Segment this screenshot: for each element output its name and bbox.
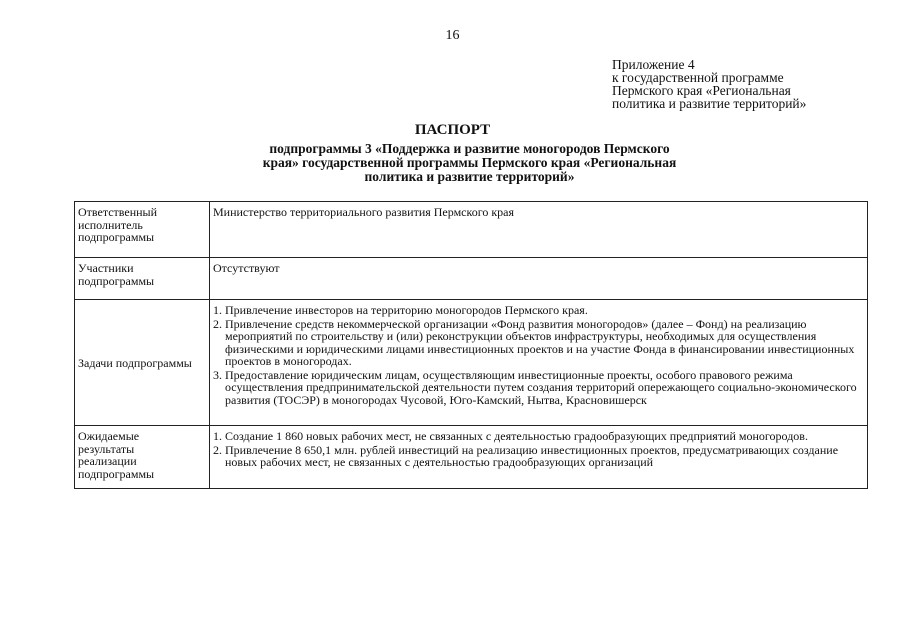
- table-row-tasks: [75, 300, 868, 426]
- subtitle-line: подпрограммы 3 «Поддержка и развитие моногородов Пермского: [269, 141, 670, 156]
- table-row-expected-results: [75, 426, 868, 489]
- label-cell: [75, 300, 210, 426]
- label-cell: [75, 202, 210, 258]
- value-cell: [210, 426, 868, 489]
- item-text: Создание 1 860 новых рабочих мест, не связанных с деятельностью градообразующих предприятий моногородов.: [225, 429, 808, 443]
- responsible-executor: Министерство территориального развития Пермского края: [213, 205, 515, 219]
- document-title: ПАСПОРТ: [414, 122, 491, 138]
- item-number: 2.: [213, 316, 222, 331]
- list-item: [213, 304, 864, 317]
- label-line: реализации: [78, 454, 137, 468]
- value-cell: [210, 300, 868, 426]
- page-number: 16: [445, 28, 460, 43]
- subtitle-line: края» государственной программы Пермского края «Региональная: [262, 155, 677, 170]
- passport-table: [74, 201, 868, 489]
- label-line: исполнитель: [78, 217, 143, 232]
- label-line: Ответственный: [78, 205, 158, 219]
- label-line: подпрограммы: [78, 273, 155, 288]
- item-number: 3.: [213, 367, 222, 382]
- label-cell: [75, 258, 210, 300]
- label-line: результаты: [78, 441, 135, 456]
- results-list: [213, 430, 864, 469]
- table-row-responsible: [75, 202, 868, 258]
- item-number: 1.: [213, 303, 222, 317]
- list-item: [213, 369, 864, 407]
- value-cell: [210, 258, 868, 300]
- list-item: [213, 430, 864, 443]
- participants-value: Отсутствуют: [213, 261, 280, 275]
- item-text: Привлечение 8 650,1 млн. рублей инвестиций на реализацию инвестиционных проектов, предусматривающих создание новых рабочих мест, не связанных с деятельностью градообразующих организаций: [225, 442, 839, 469]
- tasks-list: [213, 304, 864, 406]
- list-item: [213, 444, 864, 469]
- appendix-line: к государственной программе: [612, 70, 784, 85]
- item-text: Привлечение средств некоммерческой организации «Фонд развития моногородов» (далее – Фонд) на реализацию мероприятий по строительству и (или) реконструкции объектов инфраструктуры, необходимых для осуществления физическими и юридическими лицами инвестиционных проектов и на участие Фонда в финансировании инвестиционных проектов в моногородах.: [225, 316, 855, 368]
- label-line: Участники: [78, 261, 134, 275]
- item-number: 1.: [213, 429, 222, 443]
- label-line: Ожидаемые: [78, 429, 140, 443]
- appendix-line: Пермского края «Региональная: [612, 83, 791, 98]
- table-row-participants: [75, 258, 868, 300]
- item-number: 2.: [213, 442, 222, 457]
- label-cell: [75, 426, 210, 489]
- appendix-line: политика и развитие территорий»: [612, 96, 807, 111]
- label-line: подпрограммы: [78, 466, 155, 481]
- appendix-line: Приложение 4: [612, 57, 695, 72]
- list-item: [213, 318, 864, 368]
- label-line: подпрограммы: [78, 230, 155, 244]
- document-subtitle: [222, 142, 717, 184]
- item-text: Предоставление юридическим лицам, осуществляющим инвестиционные проекты, особого правового режима осуществления предпринимательской деятельности путем создания территорий опережающего социально-экономического развития (ТОСЭР) в моногородах Чусовой, Юго-Камский, Нытва, Красновишерск: [225, 367, 857, 407]
- label-line: Задачи подпрограммы: [78, 355, 192, 370]
- subtitle-line: политика и развитие территорий»: [364, 169, 575, 184]
- value-cell: [210, 202, 868, 258]
- appendix-note: [612, 58, 862, 110]
- item-text: Привлечение инвесторов на территорию моногородов Пермского края.: [225, 303, 588, 317]
